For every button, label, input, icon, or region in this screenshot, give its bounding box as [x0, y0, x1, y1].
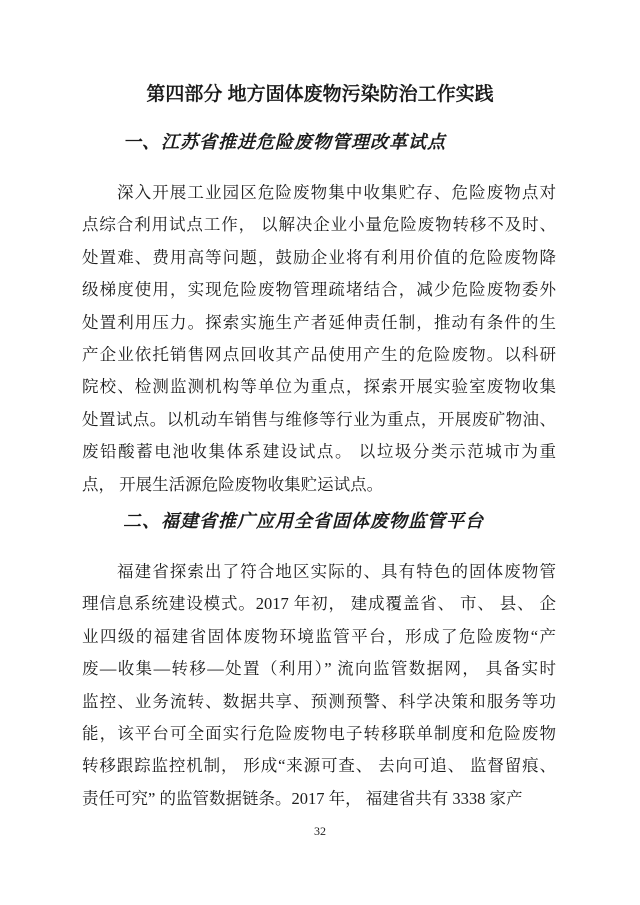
- text-line: 处置试点。以机动车销售与维修等行业为重点，开展废矿物油、: [82, 409, 556, 429]
- text-line: 处置利用压力。探索实施生产者延伸责任制，推动有条件的生: [82, 312, 556, 332]
- text-line: 业四级的福建省固体废物环境监管平台，形成了危险废物“产: [82, 626, 556, 646]
- page-number: 32: [314, 824, 326, 838]
- section-2-paragraph: [82, 556, 556, 815]
- text-line: 级梯度使用，实现危险废物管理疏堵结合，减少危险废物委外: [82, 280, 556, 300]
- text-line: 废—收集—转移—处置（利用）” 流向监管数据网， 具备实时: [82, 659, 556, 679]
- section-1-heading: 一、江苏省推进危险废物管理改革试点: [123, 132, 446, 152]
- text-line: 处置难、费用高等问题，鼓励企业将有利用价值的危险废物降: [82, 247, 556, 267]
- section-2-heading: 二、福建省推广应用全省固体废物监管平台: [123, 511, 484, 531]
- text-line: 责任可究” 的监管数据链条。2017 年， 福建省共有 3338 家产: [82, 788, 523, 808]
- text-line: 产企业依托销售网点回收其产品使用产生的危险废物。以科研: [82, 344, 556, 364]
- document-title: 第四部分 地方固体废物污染防治工作实践: [146, 84, 494, 105]
- text-line: 深入开展工业园区危险废物集中收集贮存、危险废物点对: [117, 183, 556, 202]
- text-line: 监控、业务流转、数据共享、预测预警、科学决策和服务等功: [82, 691, 556, 711]
- text-line: 废铅酸蓄电池收集体系建设试点。 以垃圾分类示范城市为重: [82, 442, 556, 462]
- text-line: 福建省探索出了符合地区实际的、具有特色的固体废物管: [117, 562, 556, 581]
- text-line: 点综合利用试点工作， 以解决企业小量危险废物转移不及时、: [82, 215, 556, 235]
- text-line: 理信息系统建设模式。2017 年初， 建成覆盖省、 市、 县、 企: [82, 594, 556, 614]
- section-1-paragraph: [82, 177, 556, 501]
- text-line: 院校、检测监测机构等单位为重点，探索开展实验室废物收集: [82, 377, 556, 397]
- text-line: 转移跟踪监控机制， 形成“来源可查、 去向可追、 监督留痕、: [82, 756, 556, 776]
- text-line: 点， 开展生活源危险废物收集贮运试点。: [82, 474, 384, 494]
- text-line: 能，该平台可全面实行危险废物电子转移联单制度和危险废物: [82, 723, 556, 743]
